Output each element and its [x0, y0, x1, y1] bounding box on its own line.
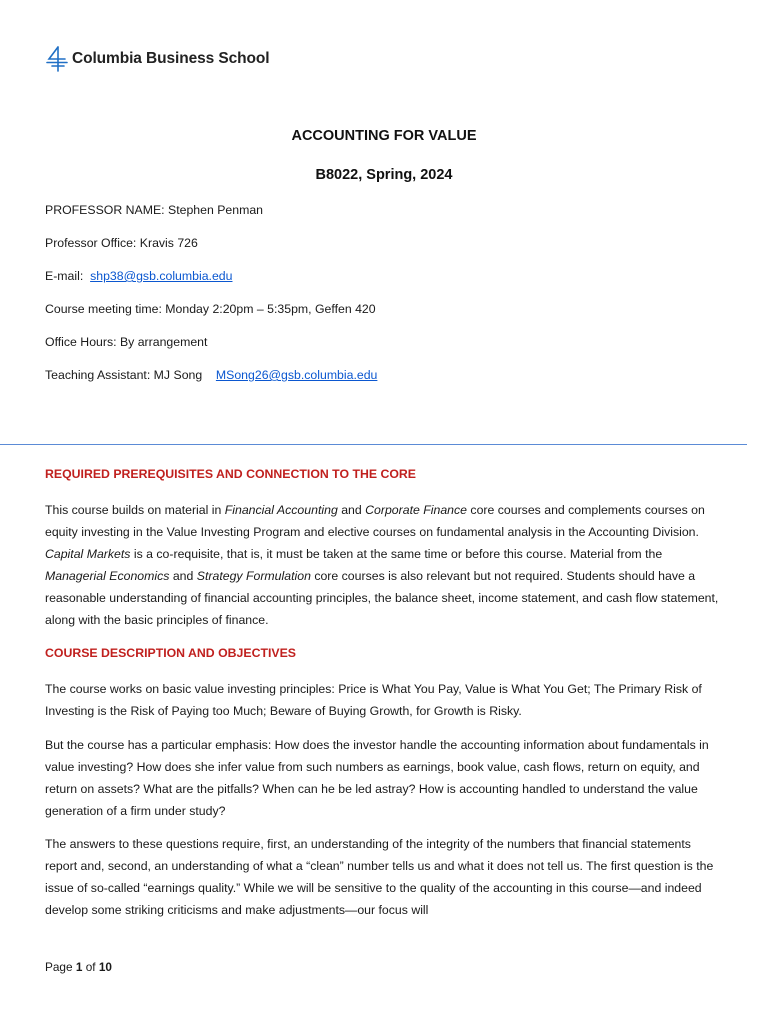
text-run: is a co-requisite, that is, it must be taken at the same time or before this course. Material from the [130, 547, 663, 561]
crown-logo-icon [45, 44, 69, 74]
section-heading-description: COURSE DESCRIPTION AND OBJECTIVES [45, 646, 296, 660]
text-run: This course builds on material in [45, 503, 225, 517]
paragraph-principles: The course works on basic value investing principles: Price is What You Pay, Value is What You Get; The Primary Risk of Investing is the Risk of Paying too Much; Beware of Buying Growth, for Growth is Risky. [45, 682, 702, 718]
office-hours: Office Hours: By arrangement [45, 335, 208, 349]
document-subtitle: B8022, Spring, 2024 [315, 167, 453, 183]
email-line [45, 269, 232, 283]
text-run: and [169, 569, 197, 583]
text-run: and [337, 503, 366, 517]
paragraph-answers: The answers to these questions require, first, an understanding of the integrity of the numbers that financial statements report and, second, an understanding of what a “clean” number tells us and what it does not tell us. The first question is the issue of so-called “earnings quality.” While we will be sensitive to the quality of the accounting in this course—and indeed develop some striking criticisms and make adjustments—our focus will [45, 837, 714, 917]
footer-page-total: 10 [98, 960, 112, 974]
school-logo [45, 44, 269, 74]
professor-name: PROFESSOR NAME: Stephen Penman [45, 203, 264, 217]
italic-run: Capital Markets [45, 547, 131, 561]
text-run: core courses and complements courses on equity investing in the Value Investing Program and elective courses on fundamental analysis in the Accounting Division. [45, 503, 705, 539]
italic-run: Corporate Finance [365, 503, 467, 517]
ta-label: Teaching Assistant: MJ Song [45, 368, 203, 382]
professor-office: Professor Office: Kravis 726 [45, 236, 198, 250]
ta-email-link[interactable]: MSong26@gsb.columbia.edu [215, 368, 378, 382]
italic-run: Managerial Economics [45, 569, 170, 583]
italic-run: Strategy Formulation [196, 569, 311, 583]
section-heading-prerequisites: REQUIRED PREREQUISITES AND CONNECTION TO THE CORE [45, 467, 416, 481]
footer-page-number: 1 [75, 960, 83, 974]
text-run: core courses is also relevant but not required. Students should have a reasonable understanding of financial accounting principles, the balance sheet, income statement, and cash flow statement, along with the basic principles of finance. [45, 569, 719, 627]
paragraph-prerequisites [45, 499, 725, 631]
email-label: E-mail: [45, 269, 84, 283]
footer-page-word: Page [45, 960, 73, 974]
meeting-time: Course meeting time: Monday 2:20pm – 5:35pm, Geffen 420 [45, 302, 376, 316]
paragraph-emphasis: But the course has a particular emphasis: How does the investor handle the accounting information about fundamentals in value investing? How does she infer value from such numbers as earnings, book value, cash flows, return on equity, and return on assets? What are the pitfalls? When can he be led astray? How is accounting handled to understand the value generation of a firm under study? [45, 738, 709, 818]
italic-run: Financial Accounting [224, 503, 338, 517]
page-footer [45, 960, 112, 974]
section-divider [0, 444, 747, 445]
footer-of-word: of [85, 960, 96, 974]
logo-text: Columbia Business School [72, 50, 270, 67]
ta-line [45, 368, 377, 382]
email-link[interactable]: shp38@gsb.columbia.edu [90, 269, 233, 283]
document-title: ACCOUNTING FOR VALUE [291, 128, 477, 144]
